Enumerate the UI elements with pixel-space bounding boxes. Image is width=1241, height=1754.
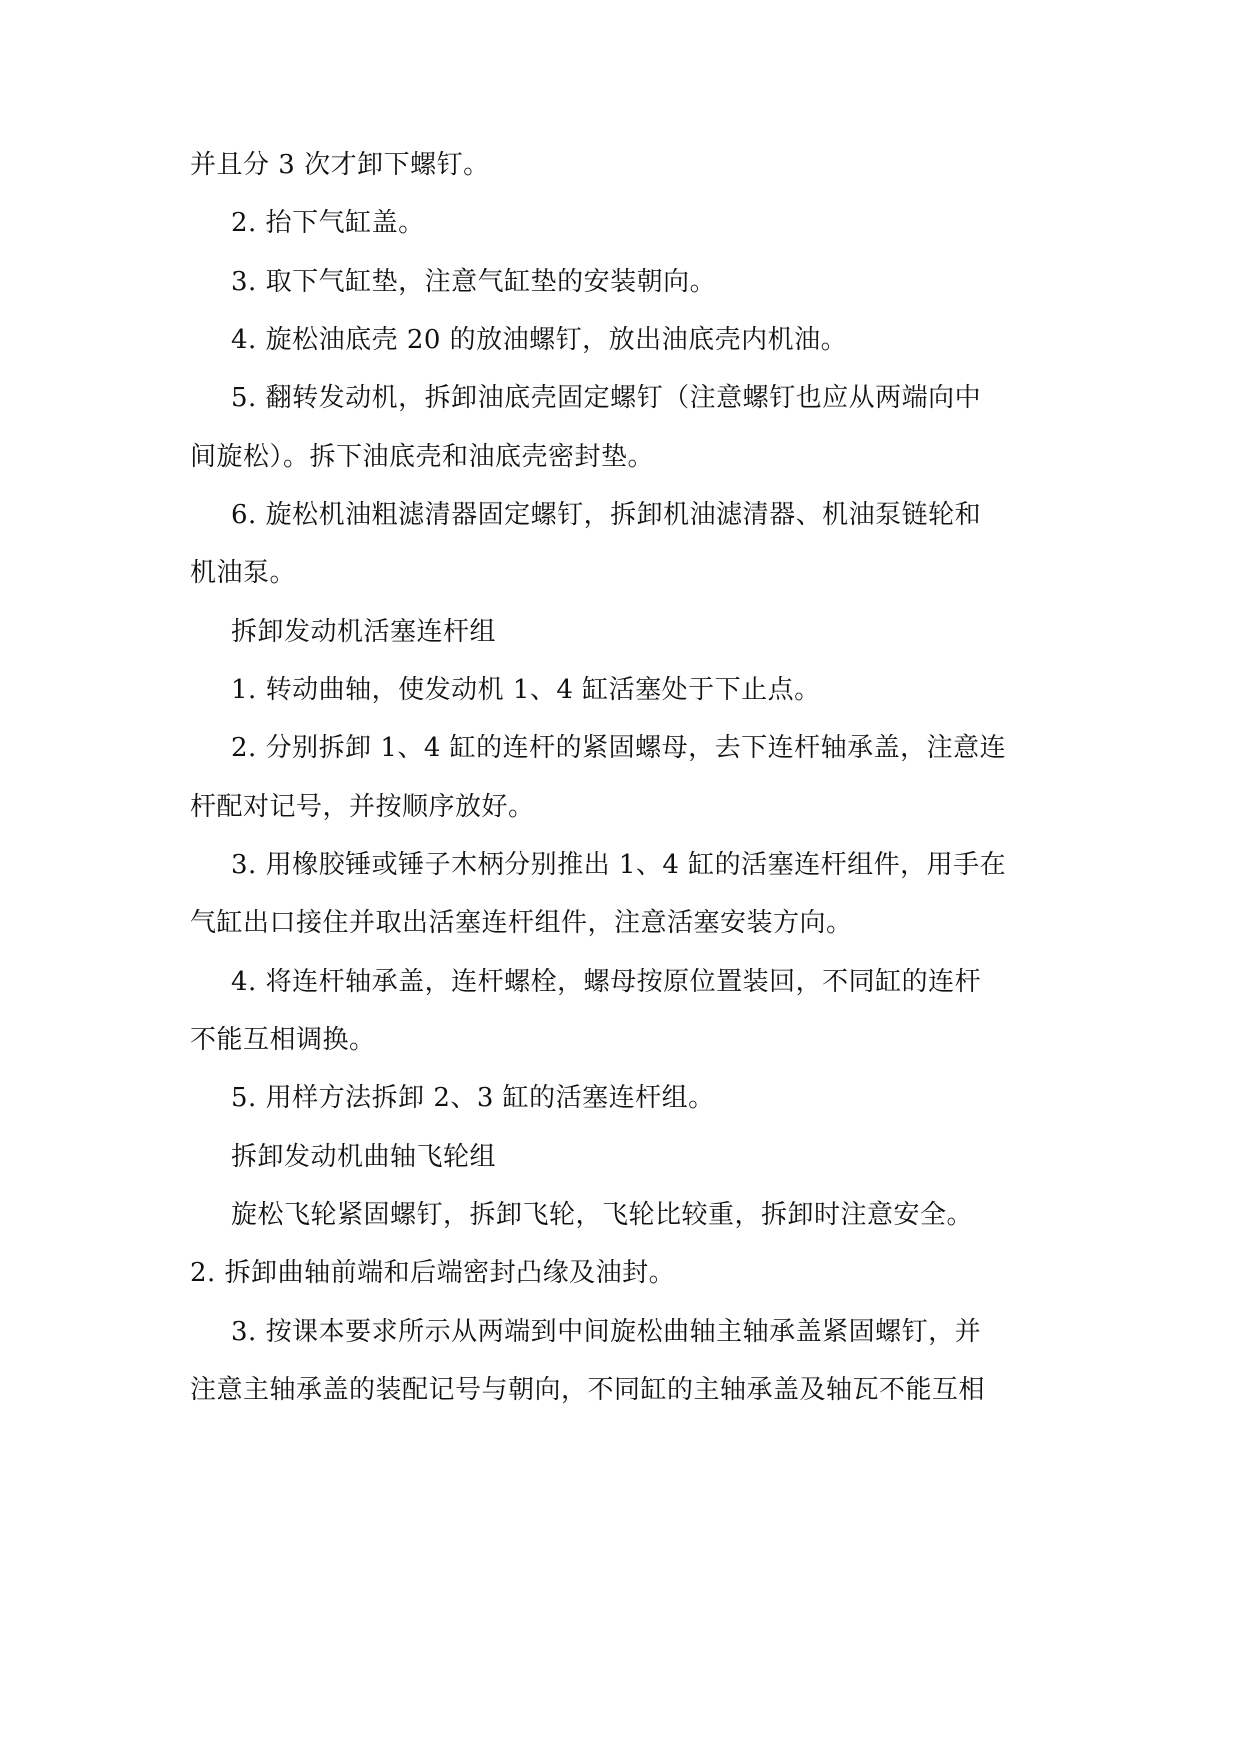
- text-line-1: 并且分 3 次才卸下螺钉。: [190, 150, 490, 180]
- text-line-7: 6. 旋松机油粗滤清器固定螺钉，拆卸机油滤清器、机油泵链轮和: [231, 500, 982, 530]
- text-line-5: 5. 翻转发动机，拆卸油底壳固定螺钉（注意螺钉也应从两端向中: [231, 383, 982, 413]
- text-line-12: 杆配对记号，并按顺序放好。: [190, 792, 535, 822]
- text-line-10: 1. 转动曲轴，使发动机 1、4 缸活塞处于下止点。: [231, 675, 821, 705]
- text-line-16: 不能互相调换。: [190, 1025, 376, 1055]
- text-line-22: 注意主轴承盖的装配记号与朝向，不同缸的主轴承盖及轴瓦不能互相: [190, 1375, 986, 1405]
- section-heading-crankshaft: 拆卸发动机曲轴飞轮组: [231, 1142, 497, 1172]
- text-line-3: 3. 取下气缸垫，注意气缸垫的安装朝向。: [231, 267, 717, 297]
- text-line-6: 间旋松）。拆下油底壳和油底壳密封垫。: [190, 442, 655, 472]
- text-line-20: 2. 拆卸曲轴前端和后端密封凸缘及油封。: [190, 1258, 676, 1288]
- text-line-8: 机油泵。: [190, 558, 297, 588]
- text-line-11: 2. 分别拆卸 1、4 缸的连杆的紧固螺母，去下连杆轴承盖，注意连: [231, 733, 1007, 763]
- section-heading-piston: 拆卸发动机活塞连杆组: [231, 617, 497, 647]
- text-line-4: 4. 旋松油底壳 20 的放油螺钉，放出油底壳内机油。: [231, 325, 848, 355]
- text-line-21: 3. 按课本要求所示从两端到中间旋松曲轴主轴承盖紧固螺钉，并: [231, 1317, 982, 1347]
- text-line-13: 3. 用橡胶锤或锤子木柄分别推出 1、4 缸的活塞连杆组件，用手在: [231, 850, 1007, 880]
- text-line-14: 气缸出口接住并取出活塞连杆组件，注意活塞安装方向。: [190, 908, 853, 938]
- text-line-17: 5. 用样方法拆卸 2、3 缸的活塞连杆组。: [231, 1083, 715, 1113]
- text-line-19: 旋松飞轮紧固螺钉，拆卸飞轮，飞轮比较重，拆卸时注意安全。: [231, 1200, 974, 1230]
- text-line-2: 2. 抬下气缸盖。: [231, 208, 425, 238]
- text-line-15: 4. 将连杆轴承盖，连杆螺栓，螺母按原位置装回，不同缸的连杆: [231, 967, 982, 997]
